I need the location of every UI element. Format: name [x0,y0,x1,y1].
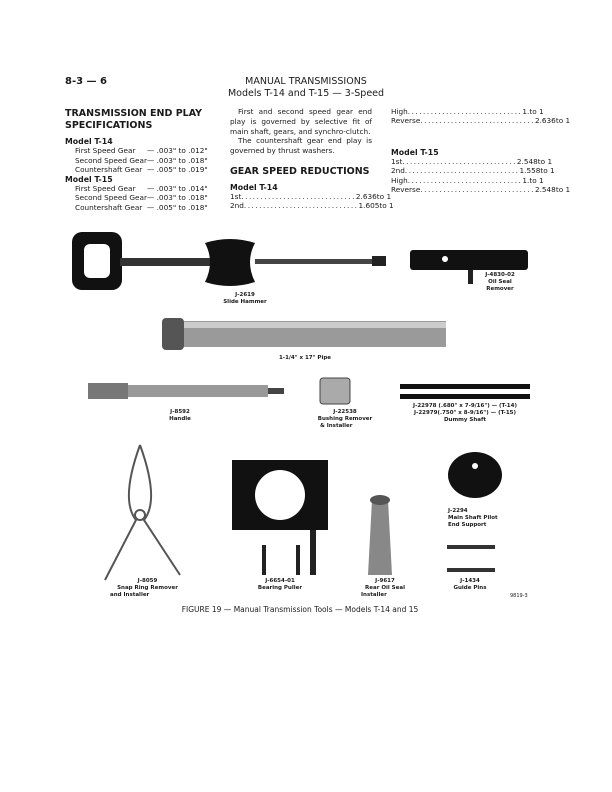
tool-number: J-6654-01 [265,578,295,584]
caption-oil-seal-remover [470,272,530,293]
ratio-to: to 1 [540,166,555,176]
leader-dots: .............................. [407,107,523,116]
bushing-image [320,378,350,404]
ratio-to: to 1 [555,185,571,195]
spec-part: Second Speed Gear [75,193,147,203]
handle-image [88,383,284,399]
caption-bearing-puller [245,578,315,592]
tool-name: Oil Seal [488,279,512,285]
tool-name: Main Shaft Pilot [448,515,498,521]
gear: Reverse [391,185,421,195]
tool-name: Dummy Shaft [443,417,487,423]
model-heading: Model T-15 [65,174,113,184]
slide-hammer-image [72,232,386,290]
ratio-value: 1. [522,107,530,116]
caption-snap-ring [110,578,185,599]
figure-id: 9819-3 [510,593,528,599]
guide-pins-image [447,545,495,572]
leader-dots: .............................. [407,175,523,185]
header-title: MANUAL TRANSMISSIONS [245,76,367,87]
figure-caption: FIGURE 19 — Manual Transmission Tools — Models T-14 and 15 [181,605,419,614]
spec-value: — .005" to .018" [147,202,208,212]
tool-name: Bearing Puller [257,585,303,591]
gear: High [391,107,408,116]
leader-dots: .............................. [404,166,520,176]
spec-value: — .003" to .014" [147,183,208,193]
ratio-value: 1.558 [519,166,541,176]
leader-dots: .............................. [243,201,359,211]
tool-number: J-22978 (.680" x 7-9/16") — (T-14) [413,403,517,409]
tool-name: Rear Oil Seal [365,585,405,591]
gear: 2nd [230,201,244,211]
tool-number: J-2619 [235,292,255,298]
tool-name: Bushing Remover [317,416,373,422]
gear: 1st [230,191,242,201]
spec-part: First Speed Gear [75,146,136,155]
ratio-value: 1. [522,175,530,185]
tool-name: Remover [486,286,514,292]
paragraph: The countershaft gear end play is governed by thrust washers. [230,136,372,156]
dummy-shaft-image [400,384,530,399]
pilot-support-image [448,452,502,498]
model-heading: Model T-14 [65,137,113,146]
ratio-to: to 1 [529,175,544,185]
spec-value: — .003" to .012" [147,146,208,155]
page-number: 8-3 — 6 [65,76,107,87]
tool-number: J-22979(.750" x 8-9/16") — (T-15) [413,410,516,416]
gear-reductions-title: GEAR SPEED REDUCTIONS [230,165,370,177]
spec-part: Second Speed Gear [75,155,147,165]
tool-name: Slide Hammer [223,299,267,305]
caption-handle [150,409,210,423]
caption-slide-hammer [215,292,275,306]
ratio-value: 2.636 [534,116,556,126]
ratio-value: 2.636 [355,191,377,201]
leader-dots: .............................. [402,156,517,166]
ratio-value: 2.548 [534,185,556,195]
tool-name: & Installer [320,423,353,429]
spec-part: Countershaft Gear [75,165,143,175]
caption-pipe: 1-1/4" x 17" Pipe [278,355,332,361]
tool-number: J-8592 [170,409,190,415]
caption-guide-pins [440,578,500,592]
tool-name: Installer [361,592,387,598]
tool-number: J-1434 [460,578,480,584]
end-play-title-2: SPECIFICATIONS [65,120,153,131]
tool-number: J-8059 [137,578,158,584]
end-play-title-1: TRANSMISSION END PLAY [65,108,203,119]
spec-part: First Speed Gear [75,183,136,193]
ratio-to: to 1 [537,156,553,166]
gear: High [391,175,408,185]
tool-name: Handle [169,416,191,422]
tool-name: End Support [448,522,487,528]
spec-value: — .003" to .018" [147,155,208,165]
model-heading: Model T-15 [391,147,439,157]
snap-ring-pliers-image [105,445,180,580]
caption-dummy-shaft [400,403,530,424]
spec-value: — .005" to .019" [147,165,208,175]
leader-dots: .............................. [241,191,356,201]
ratio-to: to 1 [376,191,392,201]
gear: 1st [391,156,403,166]
tool-name: Guide Pins [453,585,487,591]
tool-name: Snap Ring Remover [117,585,178,591]
gear: Reverse [391,116,421,126]
ratio-value: 1.605 [358,201,380,211]
model-heading: Model T-14 [230,182,278,192]
paragraph: First and second speed gear end play is governed by selective fit of main shaft, gears, and synchro-clutch. [230,107,372,136]
tool-number: J-22538 [333,409,357,415]
pipe-image [162,318,446,350]
spec-value: — .003" to .018" [147,193,208,203]
caption-rear-seal [355,578,415,599]
spec-part: Countershaft Gear [75,202,143,212]
leader-dots: .............................. [420,185,535,195]
tool-number: J-4830-02 [485,272,515,278]
rear-seal-installer-image [368,495,392,575]
header-subtitle: Models T-14 and T-15 — 3-Speed [227,88,385,99]
gear: 2nd [391,166,405,176]
tool-number: J-9617 [375,578,395,584]
ratio-to: to 1 [529,107,544,116]
tool-name: and Installer [110,592,150,598]
caption-pilot-support [448,508,518,529]
ratio-to: to 1 [555,116,571,126]
ratio-value: 2.548 [516,156,538,166]
bearing-puller-image [232,460,328,575]
ratio-to: to 1 [379,201,394,211]
caption-bushing [310,409,380,430]
leader-dots: .............................. [420,116,535,126]
tool-number: J-2294 [448,508,468,514]
